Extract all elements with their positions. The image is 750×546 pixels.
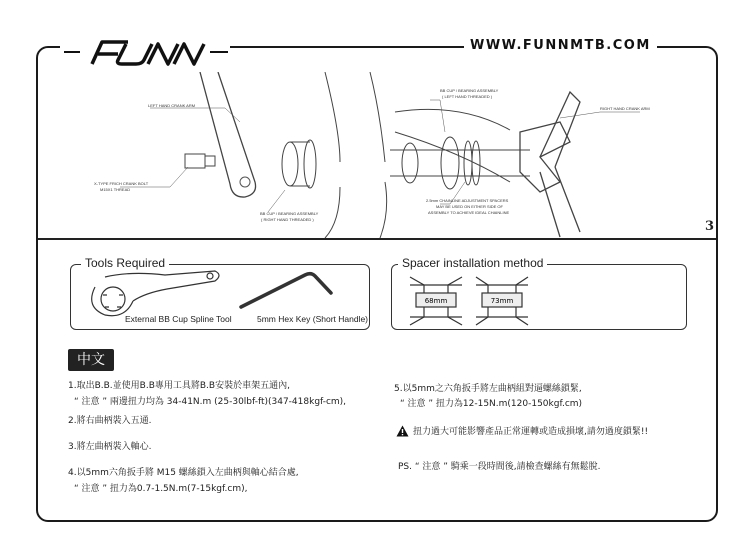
callout-right-crank: RIGHT HAND CRANK ARM xyxy=(600,106,650,111)
callout-spacers-3: ASSEMBLY TO ACHIEVE IDEAL CHAINLINE xyxy=(428,210,510,215)
callout-bb-cup-right: BB CUP / BEARING ASSEMBLY xyxy=(260,211,319,216)
warning-icon xyxy=(396,425,409,437)
spacer-68-label: 68mm xyxy=(424,297,448,305)
spline-tool-icon xyxy=(75,267,225,317)
crank-exploded-diagram xyxy=(40,72,714,238)
spacer-73-label: 73mm xyxy=(490,297,514,305)
ps-note: PS. “ 注意 ” 騎乘一段時間後,請檢查螺絲有無鬆脫. xyxy=(398,462,601,472)
step-4-line-2: “ 注意 ” 扭力為0.7-1.5N.m(7-15kgf.cm), xyxy=(74,484,248,494)
funn-logo xyxy=(60,34,230,70)
callout-xtype-bolt: X-TYPE FRICH CRANK BOLT xyxy=(94,181,149,186)
hex-key-icon xyxy=(235,267,345,317)
spacer-73-diagram xyxy=(472,275,532,327)
callout-spacers-2: MAY BE USED ON EITHER SIDE OF xyxy=(436,204,503,209)
website-url: WWW.FUNNMTB.COM xyxy=(464,38,657,53)
callout-xtype-bolt-2: M15X1 THREAD xyxy=(100,187,131,192)
spacer-68-diagram xyxy=(406,275,466,327)
step-5-line-1: 5.以5mm之六角扳手將左曲柄組對逼螺絲鎖緊, xyxy=(394,384,582,394)
callout-bb-cup-right-2: ( RIGHT HAND THREADED ) xyxy=(261,217,314,222)
callout-bb-cup-left: BB CUP / BEARING ASSEMBLY xyxy=(440,88,499,93)
step-1-line-1: 1.取出B.B.並使用B.B專用工具將B.B安裝於車架五通內, xyxy=(68,381,290,391)
tools-required-box xyxy=(70,256,370,330)
step-5-line-2: “ 注意 ” 扭力為12-15N.m(120-150kgf.cm) xyxy=(400,399,583,409)
spacer-installation-box xyxy=(391,256,687,330)
torque-warning-text: 扭力過大可能影響產品正常運轉或造成損壞,請勿過度鎖緊!! xyxy=(413,427,649,437)
chinese-language-tag: 中文 xyxy=(68,349,114,371)
step-2: 2.將右曲柄裝入五通. xyxy=(68,416,152,426)
hex-key-label: 5mm Hex Key (Short Handle) xyxy=(257,314,369,324)
callout-left-crank: LEFT HAND CRANK ARM xyxy=(148,103,196,108)
spacer-installation-title: Spacer installation method xyxy=(398,256,547,270)
tools-required-title: Tools Required xyxy=(81,256,169,270)
callout-bb-cup-left-2: ( LEFT HAND THREADED ) xyxy=(442,94,493,99)
section-divider xyxy=(38,238,716,240)
step-3: 3.將左曲柄裝入軸心. xyxy=(68,442,152,452)
step-4-line-1: 4.以5mm六角扳手將 M15 螺絲鎖入左曲柄與軸心結合處, xyxy=(68,468,299,478)
spline-tool-label: External BB Cup Spline Tool xyxy=(125,314,232,324)
callout-spacers: 2.5mm CHAINLINE ADJUSTMENT SPACERS xyxy=(426,198,509,203)
page-number: 3 xyxy=(705,219,715,234)
torque-warning xyxy=(396,424,648,437)
step-1-line-2: “ 注意 ” 兩邊扭力均為 34-41N.m (25-30lbf-ft)(347-418kgf-cm), xyxy=(74,397,347,407)
